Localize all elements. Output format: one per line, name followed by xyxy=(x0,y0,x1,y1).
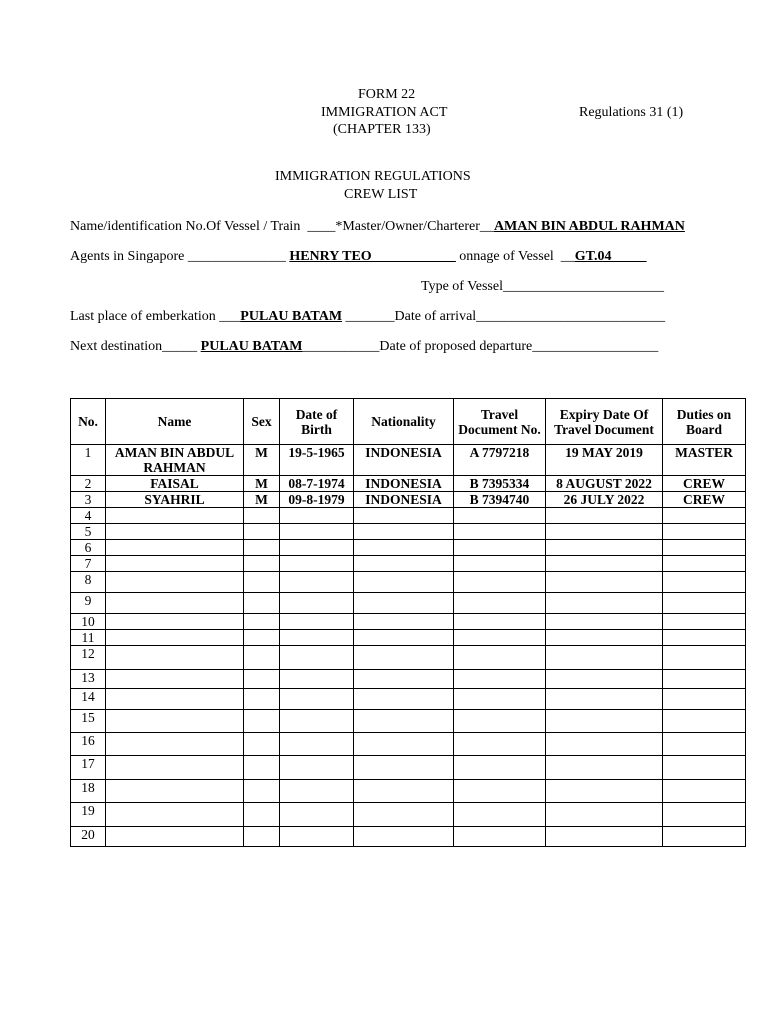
cell-nationality xyxy=(354,593,454,614)
cell-date-of-birth xyxy=(280,540,354,556)
cell-no: 15 xyxy=(71,710,106,733)
cell-travel-document xyxy=(454,593,546,614)
cell-nationality xyxy=(354,780,454,803)
cell-no: 6 xyxy=(71,540,106,556)
cell-expiry-date xyxy=(546,710,663,733)
cell-nationality xyxy=(354,710,454,733)
cell-nationality xyxy=(354,614,454,630)
table-row xyxy=(71,689,746,710)
cell-sex xyxy=(244,670,280,689)
cell-duties xyxy=(663,780,746,803)
cell-expiry-date xyxy=(546,803,663,827)
cell-date-of-birth: 08-7-1974 xyxy=(280,476,354,492)
cell-nationality xyxy=(354,508,454,524)
cell-sex: M xyxy=(244,476,280,492)
cell-expiry-date xyxy=(546,670,663,689)
cell-travel-document: A 7797218 xyxy=(454,445,546,476)
agents-label: Agents in Singapore ______________ xyxy=(70,249,290,264)
cell-expiry-date xyxy=(546,614,663,630)
cell-travel-document xyxy=(454,756,546,780)
cell-duties xyxy=(663,540,746,556)
cell-name: AMAN BIN ABDUL RAHMAN xyxy=(106,445,244,476)
document-title: IMMIGRATION REGULATIONS xyxy=(275,169,471,184)
cell-travel-document xyxy=(454,614,546,630)
cell-no: 3 xyxy=(71,492,106,508)
cell-name xyxy=(106,803,244,827)
cell-travel-document xyxy=(454,710,546,733)
cell-no: 19 xyxy=(71,803,106,827)
cell-sex xyxy=(244,710,280,733)
cell-sex xyxy=(244,689,280,710)
departure-label: ___________Date of proposed departure__________________ xyxy=(302,339,659,354)
cell-name xyxy=(106,630,244,646)
cell-duties xyxy=(663,689,746,710)
cell-name xyxy=(106,756,244,780)
cell-name xyxy=(106,572,244,593)
header-expiry-date: Expiry Date Of Travel Document xyxy=(546,399,663,445)
next-destination-value: PULAU BATAM xyxy=(200,339,303,354)
header-sex: Sex xyxy=(244,399,280,445)
document-subtitle: CREW LIST xyxy=(344,187,418,202)
crew-table-body xyxy=(71,445,746,847)
destination-field xyxy=(70,339,658,355)
cell-expiry-date xyxy=(546,556,663,572)
cell-nationality xyxy=(354,540,454,556)
table-row xyxy=(71,756,746,780)
cell-expiry-date: 8 AUGUST 2022 xyxy=(546,476,663,492)
cell-name: FAISAL xyxy=(106,476,244,492)
cell-name xyxy=(106,780,244,803)
cell-sex xyxy=(244,780,280,803)
cell-travel-document xyxy=(454,646,546,670)
cell-duties xyxy=(663,572,746,593)
table-row xyxy=(71,572,746,593)
cell-travel-document: B 7394740 xyxy=(454,492,546,508)
chapter-reference: (CHAPTER 133) xyxy=(333,122,431,137)
cell-expiry-date xyxy=(546,540,663,556)
cell-duties xyxy=(663,508,746,524)
cell-travel-document xyxy=(454,556,546,572)
cell-name xyxy=(106,524,244,540)
cell-nationality xyxy=(354,646,454,670)
cell-sex xyxy=(244,524,280,540)
last-place-label: Last place of emberkation ___ xyxy=(70,309,241,324)
cell-expiry-date: 19 MAY 2019 xyxy=(546,445,663,476)
cell-date-of-birth xyxy=(280,670,354,689)
cell-expiry-date xyxy=(546,593,663,614)
cell-sex xyxy=(244,614,280,630)
cell-sex xyxy=(244,733,280,756)
cell-nationality xyxy=(354,756,454,780)
cell-no: 16 xyxy=(71,733,106,756)
tonnage-label: onnage of Vessel __ xyxy=(455,249,575,264)
cell-no: 7 xyxy=(71,556,106,572)
cell-name: SYAHRIL xyxy=(106,492,244,508)
table-row xyxy=(71,803,746,827)
cell-travel-document xyxy=(454,524,546,540)
tonnage-value: GT.04_____ xyxy=(574,249,647,264)
table-header-row xyxy=(71,399,746,445)
table-row xyxy=(71,524,746,540)
last-place-value: PULAU BATAM xyxy=(240,309,343,324)
cell-duties xyxy=(663,756,746,780)
cell-expiry-date xyxy=(546,646,663,670)
table-row xyxy=(71,540,746,556)
cell-name xyxy=(106,689,244,710)
cell-name xyxy=(106,540,244,556)
cell-travel-document xyxy=(454,670,546,689)
cell-no: 2 xyxy=(71,476,106,492)
header-travel-document: Travel Document No. xyxy=(454,399,546,445)
cell-date-of-birth xyxy=(280,710,354,733)
cell-date-of-birth xyxy=(280,508,354,524)
cell-sex: M xyxy=(244,492,280,508)
cell-no: 20 xyxy=(71,827,106,847)
cell-nationality: INDONESIA xyxy=(354,476,454,492)
cell-duties xyxy=(663,556,746,572)
cell-name xyxy=(106,646,244,670)
cell-sex: M xyxy=(244,445,280,476)
cell-expiry-date xyxy=(546,780,663,803)
cell-travel-document: B 7395334 xyxy=(454,476,546,492)
cell-nationality xyxy=(354,572,454,593)
cell-name xyxy=(106,593,244,614)
cell-travel-document xyxy=(454,689,546,710)
cell-expiry-date xyxy=(546,630,663,646)
cell-no: 4 xyxy=(71,508,106,524)
cell-nationality xyxy=(354,670,454,689)
cell-sex xyxy=(244,827,280,847)
embarkation-field xyxy=(70,309,665,325)
cell-nationality xyxy=(354,630,454,646)
form-number: FORM 22 xyxy=(358,87,416,102)
cell-travel-document xyxy=(454,508,546,524)
cell-name xyxy=(106,710,244,733)
cell-sex xyxy=(244,593,280,614)
cell-name xyxy=(106,670,244,689)
cell-duties xyxy=(663,803,746,827)
cell-travel-document xyxy=(454,630,546,646)
vessel-type-field: Type of Vessel_______________________ xyxy=(421,279,664,294)
table-row xyxy=(71,670,746,689)
cell-expiry-date xyxy=(546,508,663,524)
cell-date-of-birth xyxy=(280,827,354,847)
cell-duties xyxy=(663,670,746,689)
cell-name xyxy=(106,508,244,524)
cell-date-of-birth xyxy=(280,572,354,593)
cell-sex xyxy=(244,803,280,827)
cell-sex xyxy=(244,540,280,556)
cell-nationality xyxy=(354,803,454,827)
cell-travel-document xyxy=(454,803,546,827)
cell-duties xyxy=(663,524,746,540)
cell-nationality xyxy=(354,524,454,540)
table-row xyxy=(71,710,746,733)
cell-duties xyxy=(663,827,746,847)
regulation-reference: Regulations 31 (1) xyxy=(579,105,684,120)
arrival-label: _______Date of arrival___________________________ xyxy=(342,309,666,324)
cell-duties: CREW xyxy=(663,492,746,508)
cell-nationality: INDONESIA xyxy=(354,492,454,508)
table-row xyxy=(71,556,746,572)
cell-no: 13 xyxy=(71,670,106,689)
cell-no: 17 xyxy=(71,756,106,780)
cell-duties: MASTER xyxy=(663,445,746,476)
cell-expiry-date xyxy=(546,689,663,710)
cell-nationality: INDONESIA xyxy=(354,445,454,476)
table-row xyxy=(71,492,746,508)
agents-field xyxy=(70,249,647,265)
table-row xyxy=(71,445,746,476)
vessel-field xyxy=(70,219,685,235)
cell-duties xyxy=(663,710,746,733)
cell-date-of-birth xyxy=(280,780,354,803)
master-value: AMAN BIN ABDUL RAHMAN xyxy=(493,219,685,234)
table-row xyxy=(71,630,746,646)
header-date-of-birth: Date of Birth xyxy=(280,399,354,445)
cell-duties xyxy=(663,630,746,646)
cell-no: 10 xyxy=(71,614,106,630)
header-duties: Duties on Board xyxy=(663,399,746,445)
cell-duties xyxy=(663,733,746,756)
header-name: Name xyxy=(106,399,244,445)
table-row xyxy=(71,476,746,492)
act-title: IMMIGRATION ACT xyxy=(321,105,448,120)
cell-expiry-date xyxy=(546,572,663,593)
cell-nationality xyxy=(354,827,454,847)
cell-expiry-date xyxy=(546,756,663,780)
cell-nationality xyxy=(354,689,454,710)
crew-list-table xyxy=(70,398,746,847)
cell-no: 14 xyxy=(71,689,106,710)
table-row xyxy=(71,508,746,524)
cell-name xyxy=(106,733,244,756)
cell-sex xyxy=(244,646,280,670)
cell-no: 12 xyxy=(71,646,106,670)
cell-nationality xyxy=(354,733,454,756)
agents-value: HENRY TEO____________ xyxy=(289,249,456,264)
cell-travel-document xyxy=(454,827,546,847)
cell-sex xyxy=(244,508,280,524)
cell-date-of-birth xyxy=(280,593,354,614)
vessel-label: Name/identification No.Of Vessel / Train ____*Master/Owner/Charterer__ xyxy=(70,219,494,234)
cell-date-of-birth: 19-5-1965 xyxy=(280,445,354,476)
table-row xyxy=(71,593,746,614)
cell-date-of-birth xyxy=(280,803,354,827)
table-row xyxy=(71,614,746,630)
cell-no: 5 xyxy=(71,524,106,540)
cell-no: 11 xyxy=(71,630,106,646)
cell-date-of-birth xyxy=(280,689,354,710)
next-destination-label: Next destination_____ xyxy=(70,339,201,354)
cell-sex xyxy=(244,556,280,572)
cell-date-of-birth xyxy=(280,630,354,646)
cell-name xyxy=(106,827,244,847)
cell-date-of-birth xyxy=(280,524,354,540)
cell-nationality xyxy=(354,556,454,572)
cell-duties xyxy=(663,614,746,630)
cell-sex xyxy=(244,630,280,646)
cell-expiry-date xyxy=(546,733,663,756)
table-row xyxy=(71,780,746,803)
cell-expiry-date xyxy=(546,524,663,540)
cell-no: 1 xyxy=(71,445,106,476)
cell-travel-document xyxy=(454,733,546,756)
cell-date-of-birth xyxy=(280,614,354,630)
cell-date-of-birth: 09-8-1979 xyxy=(280,492,354,508)
cell-expiry-date: 26 JULY 2022 xyxy=(546,492,663,508)
cell-no: 9 xyxy=(71,593,106,614)
table-row xyxy=(71,646,746,670)
cell-travel-document xyxy=(454,572,546,593)
cell-sex xyxy=(244,756,280,780)
cell-date-of-birth xyxy=(280,556,354,572)
cell-duties xyxy=(663,646,746,670)
cell-date-of-birth xyxy=(280,733,354,756)
table-row xyxy=(71,827,746,847)
cell-duties: CREW xyxy=(663,476,746,492)
cell-no: 8 xyxy=(71,572,106,593)
cell-date-of-birth xyxy=(280,646,354,670)
cell-duties xyxy=(663,593,746,614)
cell-expiry-date xyxy=(546,827,663,847)
cell-name xyxy=(106,614,244,630)
header-nationality: Nationality xyxy=(354,399,454,445)
cell-name xyxy=(106,556,244,572)
cell-travel-document xyxy=(454,540,546,556)
cell-sex xyxy=(244,572,280,593)
table-row xyxy=(71,733,746,756)
cell-travel-document xyxy=(454,780,546,803)
header-no: No. xyxy=(71,399,106,445)
cell-date-of-birth xyxy=(280,756,354,780)
cell-no: 18 xyxy=(71,780,106,803)
